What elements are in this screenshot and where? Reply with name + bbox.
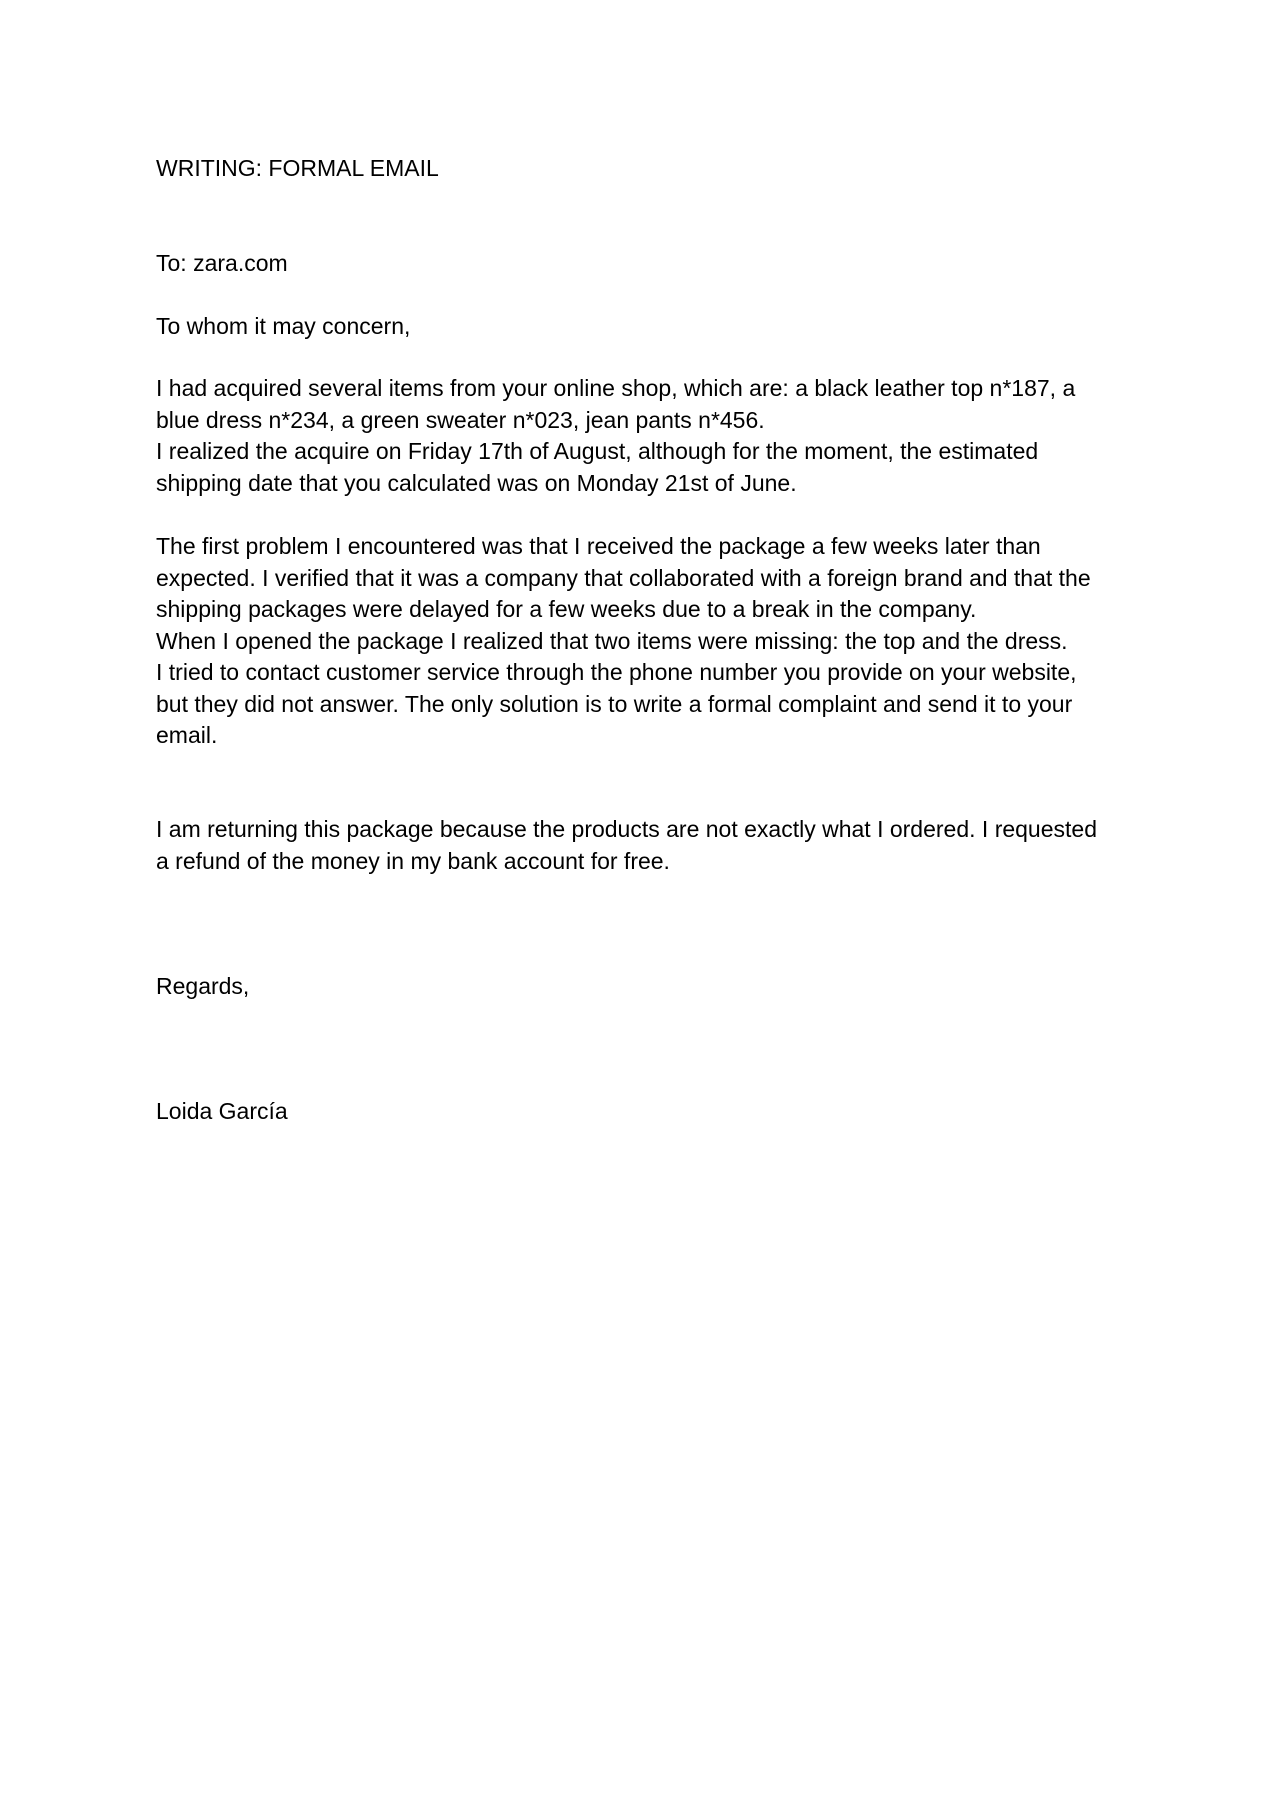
paragraph-line: When I opened the package I realized that two items were missing: the top and the dress. (156, 627, 1068, 654)
paragraph-line: The first problem I encountered was that I received the package a few weeks later than (156, 533, 1041, 559)
salutation: To whom it may concern, (156, 313, 411, 339)
paragraph-line: I had acquired several items from your online shop, which are: a black leather top n*187, a (156, 375, 1076, 401)
recipient-line: To: zara.com (156, 250, 288, 276)
paragraph-line: I am returning this package because the products are not exactly what I ordered. I requested (156, 816, 1097, 842)
paragraph-line: I realized the acquire on Friday 17th of August, although for the moment, the estimated (156, 438, 1039, 464)
paragraph-line: shipping date that you calculated was on Monday 21st of June. (156, 469, 797, 496)
closing: Regards, (156, 973, 250, 999)
paragraph-line: email. (156, 722, 218, 748)
paragraph-line: blue dress n*234, a green sweater n*023, jean pants n*456. (156, 406, 765, 433)
paragraph-1 (156, 373, 1156, 499)
paragraph-line: I tried to contact customer service through the phone number you provide on your website, (156, 659, 1077, 685)
paragraph-line: but they did not answer. The only solution is to write a formal complaint and send it to your (156, 690, 1073, 717)
paragraph-3 (156, 814, 1156, 877)
document-title: WRITING: FORMAL EMAIL (156, 155, 439, 181)
paragraph-line: shipping packages were delayed for a few weeks due to a break in the company. (156, 596, 977, 622)
signature: Loida García (156, 1098, 288, 1124)
paragraph-line: expected. I verified that it was a company that collaborated with a foreign brand and that the (156, 564, 1091, 591)
paragraph-2 (156, 531, 1156, 752)
paragraph-line: a refund of the money in my bank account for free. (156, 847, 670, 874)
